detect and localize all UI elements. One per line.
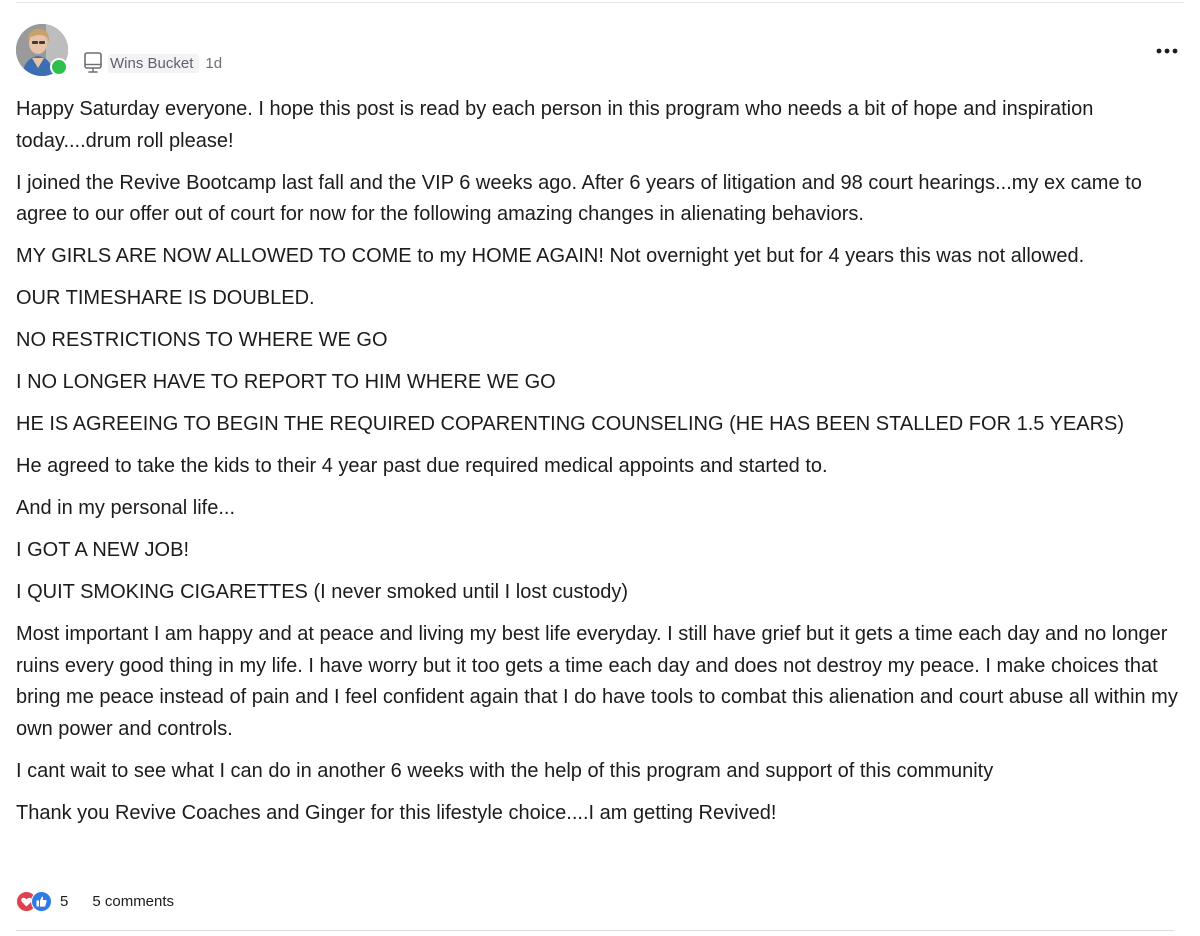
more-options-icon: [1154, 38, 1180, 64]
post-paragraph: Most important I am happy and at peace and living my best life everyday. I still have grief but it gets a time each day and no longer ruins every good thing in my life. I have worry but it too gets a time each day and does not destroy my peace. I make choices that bring me peace instead of pain and I feel confident again that I do have tools to combat this alienation and court abuse all within my own power and controls.: [16, 623, 1178, 740]
more-options-button[interactable]: [1154, 38, 1180, 64]
post-header: [16, 24, 1184, 84]
post-paragraph: I QUIT SMOKING CIGARETTES (I never smoked until I lost custody): [16, 581, 629, 603]
post-paragraph: HE IS AGREEING TO BEGIN THE REQUIRED COPARENTING COUNSELING (HE HAS BEEN STALLED FOR 1.5 YEARS): [16, 413, 1125, 435]
post-timestamp[interactable]: 1d: [205, 54, 223, 72]
post-paragraph: I NO LONGER HAVE TO REPORT TO HIM WHERE WE GO: [16, 371, 556, 393]
post-card: [16, 24, 1184, 824]
post-paragraph: I GOT A NEW JOB!: [16, 539, 189, 561]
post-paragraph: NO RESTRICTIONS TO WHERE WE GO: [16, 329, 388, 351]
comments-link[interactable]: 5 comments: [92, 892, 175, 910]
reaction-icons: [16, 889, 54, 913]
post-paragraph: Thank you Revive Coaches and Ginger for this lifestyle choice....I am getting Revived!: [16, 801, 777, 824]
space-name-link[interactable]: Wins Bucket: [108, 54, 199, 73]
post-meta: [82, 51, 222, 75]
post-paragraph: OUR TIMESHARE IS DOUBLED.: [16, 287, 315, 309]
post-body: [16, 94, 1184, 840]
post-paragraph: And in my personal life...: [16, 497, 235, 519]
top-divider: [16, 2, 1184, 3]
thumbs-up-icon: [31, 891, 52, 912]
monitor-icon: [82, 51, 104, 75]
post-paragraph: I joined the Revive Bootcamp last fall and the VIP 6 weeks ago. After 6 years of litigation and 98 court hearings...my ex came to agree to our offer out of court for now for the following amazing changes in alienating behaviors.: [16, 171, 1142, 225]
post-paragraph: I cant wait to see what I can do in another 6 weeks with the help of this program and support of this community: [16, 759, 994, 782]
reactions-button[interactable]: [16, 889, 68, 913]
post-paragraph: He agreed to take the kids to their 4 year past due required medical appoints and started to.: [16, 455, 828, 477]
reaction-count: 5: [60, 892, 69, 910]
online-status-dot: [50, 58, 68, 76]
bottom-divider: [16, 930, 1174, 931]
post-paragraph: Happy Saturday everyone. I hope this post is read by each person in this program who needs a bit of hope and inspiration today....drum roll please!: [16, 98, 1094, 152]
post-paragraph: MY GIRLS ARE NOW ALLOWED TO COME to my HOME AGAIN! Not overnight yet but for 4 years this was not allowed.: [16, 245, 1085, 267]
post-footer: [16, 886, 174, 916]
